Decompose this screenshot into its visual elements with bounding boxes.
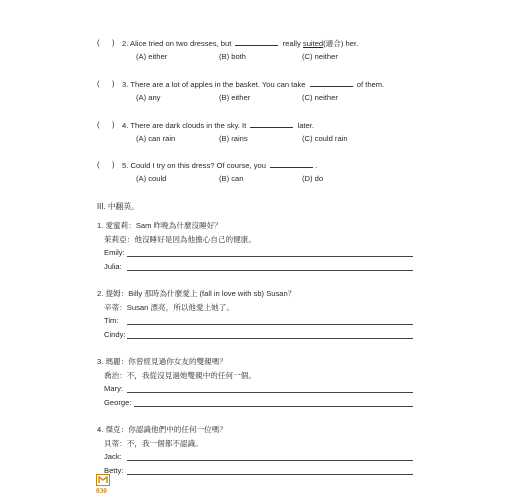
- option[interactable]: (A) can rain: [136, 134, 176, 143]
- paren-left: (: [97, 120, 100, 129]
- prompt-line: 喬治：不，我從沒見過她雙親中的任何一個。: [104, 371, 256, 380]
- answer-line[interactable]: [134, 406, 413, 407]
- answer-paren[interactable]: [97, 120, 115, 129]
- option[interactable]: (B) rains: [219, 134, 248, 143]
- paren-left: (: [97, 160, 100, 169]
- option[interactable]: (D) do: [302, 174, 324, 183]
- prompt-line: 茱莉亞：他沒睡好是因為他擔心自己的健康。: [104, 235, 256, 244]
- option[interactable]: (A) any: [136, 93, 161, 102]
- answer-blank[interactable]: [310, 79, 353, 87]
- answer-paren[interactable]: [97, 38, 115, 47]
- question-text: Alice tried on two dresses, but: [130, 39, 232, 48]
- question-text: There are dark clouds in the sky. It: [130, 121, 247, 130]
- question-text: .: [315, 161, 318, 170]
- speaker-label: Cindy:: [104, 330, 126, 339]
- prompt-line: 貝蒂：不，我一個都不認識。: [104, 439, 203, 448]
- question-5: [122, 160, 317, 170]
- option[interactable]: (C) neither: [302, 52, 338, 61]
- question-text: There are a lot of apples in the basket. You can take: [130, 80, 306, 89]
- option[interactable]: (B) can: [219, 174, 244, 183]
- question-3: [122, 79, 384, 89]
- question-number: 2.: [122, 39, 129, 48]
- publisher-logo-icon: [96, 474, 110, 486]
- prompt-line: 2. 提姆：Billy 那時為什麼愛上 (fall in love with sb) Susan？: [97, 289, 296, 298]
- question-text: (適合) her.: [323, 39, 359, 48]
- speaker-label: Tim:: [104, 316, 119, 325]
- speaker-label: Mary:: [104, 384, 123, 393]
- speaker-label: George:: [104, 398, 132, 407]
- option[interactable]: (B) either: [219, 93, 251, 102]
- answer-line[interactable]: [127, 392, 413, 393]
- prompt-line: 3. 瑪麗：你曾經見過你女友的雙親嗎？: [97, 357, 227, 366]
- underlined-word: suited: [302, 39, 324, 48]
- answer-blank[interactable]: [270, 160, 313, 168]
- question-number: 5.: [122, 161, 129, 170]
- option[interactable]: (C) could rain: [302, 134, 348, 143]
- question-number: 3.: [122, 80, 129, 89]
- question-text: later.: [297, 121, 314, 130]
- option[interactable]: (C) neither: [302, 93, 338, 102]
- answer-blank[interactable]: [235, 38, 278, 46]
- section-title: III. 中翻英。: [97, 202, 140, 211]
- answer-line[interactable]: [127, 460, 413, 461]
- speaker-label: Betty:: [104, 466, 124, 475]
- answer-blank[interactable]: [250, 120, 293, 128]
- answer-line[interactable]: [127, 338, 413, 339]
- question-4: [122, 120, 314, 130]
- option[interactable]: (A) could: [136, 174, 167, 183]
- prompt-line: 4. 傑克：你認識他們中的任何一位嗎？: [97, 425, 227, 434]
- speaker-label: Jack:: [104, 452, 122, 461]
- answer-paren[interactable]: [97, 79, 115, 88]
- option[interactable]: (A) either: [136, 52, 168, 61]
- question-text: of them.: [356, 80, 385, 89]
- question-text: really: [282, 39, 301, 48]
- paren-right: ): [112, 38, 115, 47]
- speaker-label: Emily:: [104, 248, 125, 257]
- answer-line[interactable]: [127, 324, 413, 325]
- answer-line[interactable]: [127, 270, 413, 271]
- question-number: 4.: [122, 121, 129, 130]
- option[interactable]: (B) both: [219, 52, 247, 61]
- question-2: [122, 38, 358, 49]
- answer-line[interactable]: [127, 474, 413, 475]
- answer-paren[interactable]: [97, 160, 115, 169]
- paren-left: (: [97, 79, 100, 88]
- page-number: 030: [96, 487, 107, 495]
- question-text: Could I try on this dress? Of course, you: [130, 161, 266, 170]
- prompt-line: 1. 愛蜜莉：Sam 昨晚為什麼沒睡好？: [97, 221, 222, 230]
- paren-left: (: [97, 38, 100, 47]
- paren-right: ): [112, 160, 115, 169]
- answer-line[interactable]: [127, 256, 413, 257]
- prompt-line: 辛蒂：Susan 漂亮，所以他愛上她了。: [104, 303, 234, 312]
- speaker-label: Julia:: [104, 262, 122, 271]
- paren-right: ): [112, 79, 115, 88]
- paren-right: ): [112, 120, 115, 129]
